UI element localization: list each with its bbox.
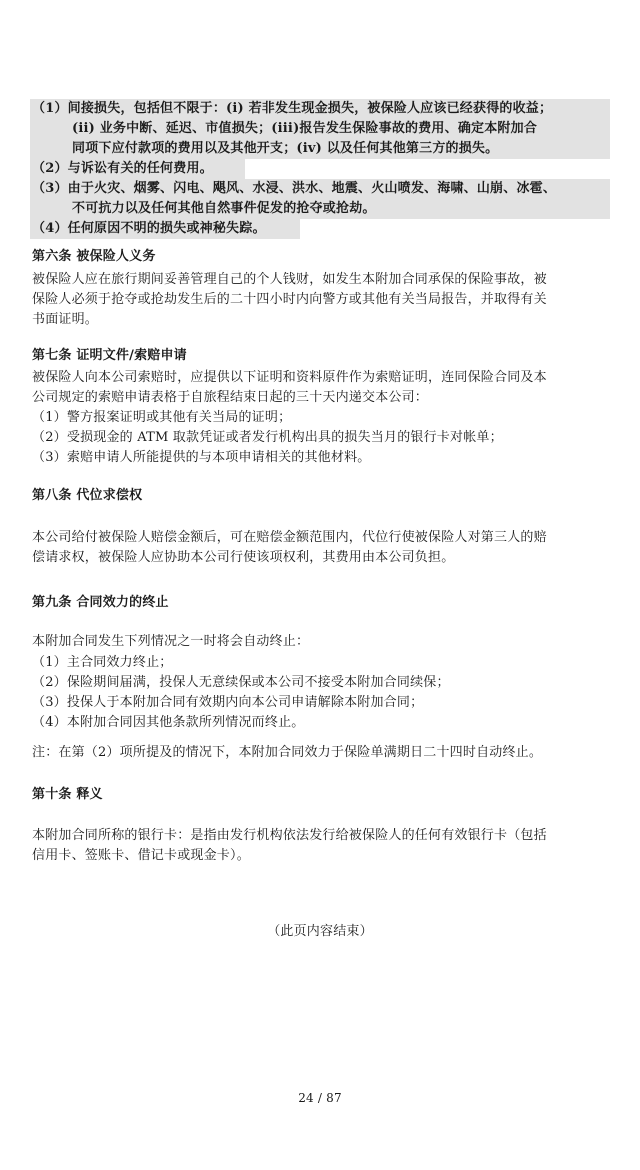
article-10-text: 信用卡、签账卡、借记卡或现金卡）。 (32, 848, 250, 863)
article-9-item: （2）保险期间届满，投保人无意续保或本公司不接受本附加合同续保； (32, 675, 450, 690)
article-7-text: 公司规定的索赔申请表格于自旅程结束日起的三十天内递交本公司： (32, 390, 429, 405)
article-9-heading: 第九条 合同效力的终止 (32, 595, 169, 610)
article-9-item: （4）本附加合同因其他条款所列情况而终止。 (32, 715, 305, 730)
article-10-text: 本附加合同所称的银行卡：是指由发行机构依法发行给被保险人的任何有效银行卡（包括 (32, 828, 547, 843)
article-8-text: 偿请求权，被保险人应协助本公司行使该项权利，其费用由本公司负担。 (32, 550, 455, 565)
article-6-heading: 第六条 被保险人义务 (32, 249, 156, 264)
article-7-text: 被保险人向本公司索赔时，应提供以下证明和资料原件作为索赔证明，连同保险合同及本 (32, 370, 547, 385)
page-number: 24 / 87 (298, 1091, 342, 1105)
exclusion-item-1-cont: 同项下应付款项的费用以及其他开支；(iv) 以及任何其他第三方的损失。 (72, 141, 499, 156)
exclusion-item-4: （4）任何原因不明的损失或神秘失踪。 (32, 221, 266, 236)
article-9-note: 注：在第（2）项所提及的情况下，本附加合同效力于保险单满期日二十四时自动终止。 (32, 745, 543, 760)
exclusion-item-3: （3）由于火灾、烟雾、闪电、飓风、水浸、洪水、地震、火山喷发、海啸、山崩、冰雹、 (32, 181, 557, 196)
article-6-text: 保险人必须于抢夺或抢劫发生后的二十四小时内向警方或其他有关当局报告，并取得有关 (32, 292, 547, 307)
article-9-text: 本附加合同发生下列情况之一时将会自动终止： (32, 634, 310, 649)
article-7-heading: 第七条 证明文件/索赔申请 (32, 348, 187, 363)
exclusion-item-1-cont: (ii) 业务中断、延迟、市值损失；(iii)报告发生保险事故的费用、确定本附加合 (72, 121, 538, 136)
article-8-heading: 第八条 代位求偿权 (32, 488, 143, 503)
article-7-item: （1）警方报案证明或其他有关当局的证明； (32, 410, 292, 425)
exclusion-item-2: （2）与诉讼有关的任何费用。 (32, 161, 213, 176)
article-7-item: （3）索赔申请人所能提供的与本项申请相关的其他材料。 (32, 450, 371, 465)
exclusion-item-1: （1）间接损失，包括但不限于：(i) 若非发生现金损失，被保险人应该已经获得的收益； (32, 101, 553, 116)
article-6-text: 书面证明。 (32, 312, 99, 327)
article-9-item: （1）主合同效力终止； (32, 655, 173, 670)
article-8-text: 本公司给付被保险人赔偿金额后，可在赔偿金额范围内，代位行使被保险人对第三人的赔 (32, 530, 547, 545)
exclusion-item-3-cont: 不可抗力以及任何其他自然事件促发的抢夺或抢劫。 (72, 201, 376, 216)
article-9-item: （3）投保人于本附加合同有效期内向本公司申请解除本附加合同； (32, 695, 424, 710)
page-end-note: （此页内容结束） (267, 924, 373, 939)
article-10-heading: 第十条 释义 (32, 787, 103, 802)
article-7-item: （2）受损现金的 ATM 取款凭证或者发行机构出具的损失当月的银行卡对帐单； (32, 430, 503, 445)
article-6-text: 被保险人应在旅行期间妥善管理自己的个人钱财，如发生本附加合同承保的保险事故，被 (32, 272, 547, 287)
